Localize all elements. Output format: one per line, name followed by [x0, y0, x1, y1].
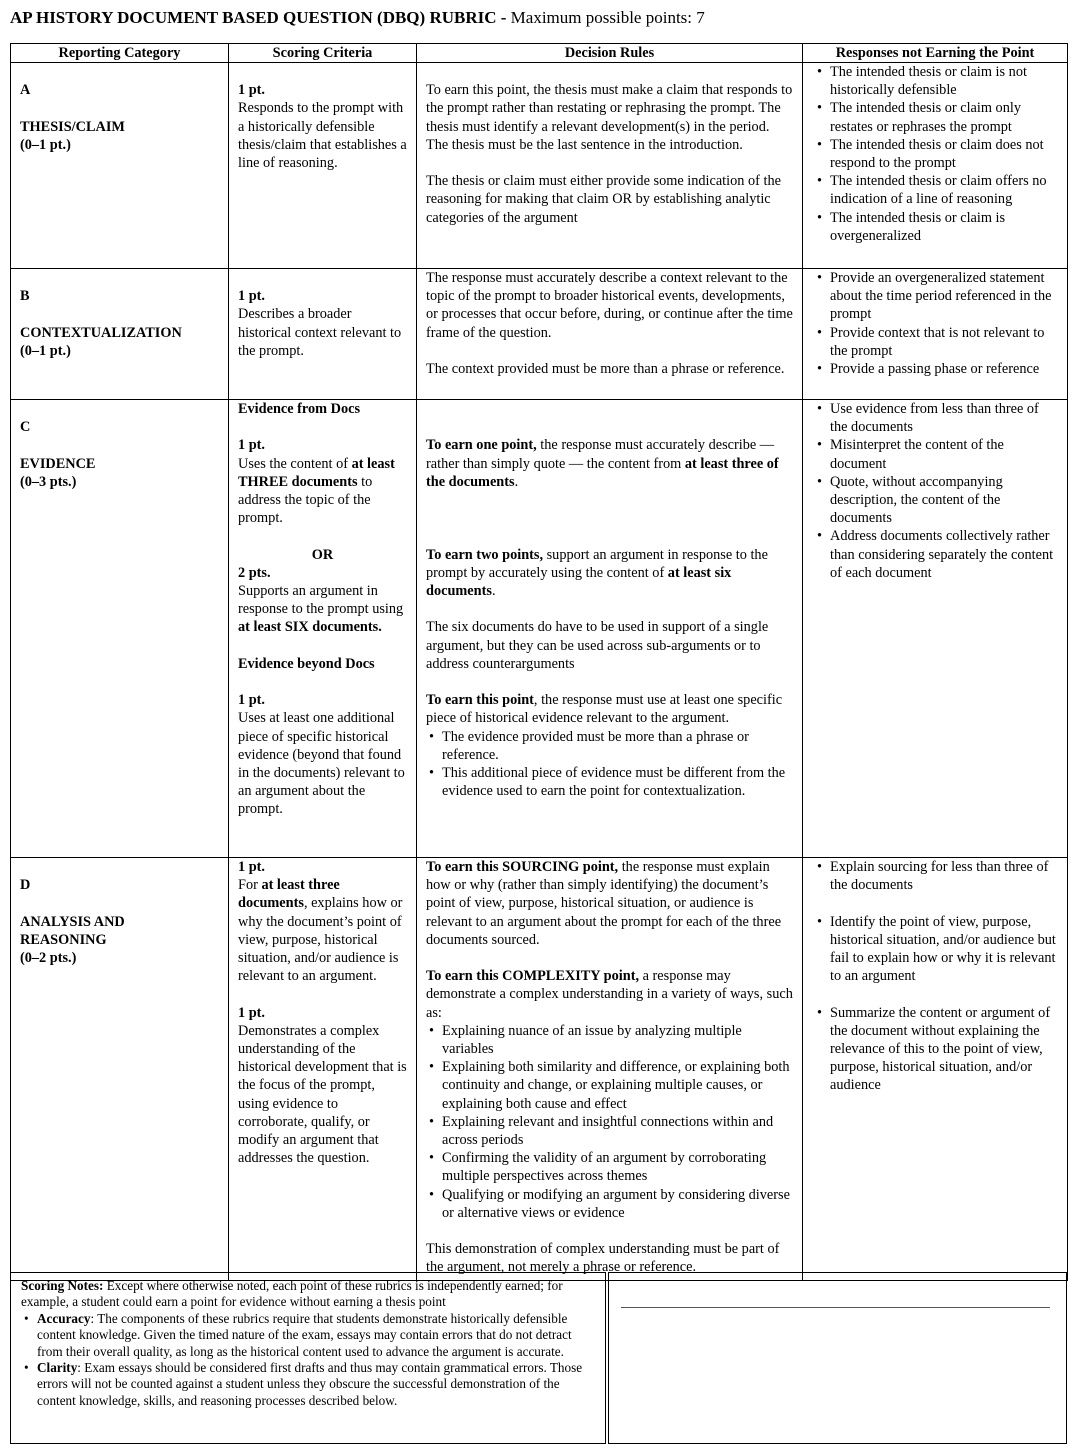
rule-text: This demonstration of complex understanding must be part of the argument, not merely a phrase or reference. — [426, 1241, 780, 1276]
evidence-docs-heading: Evidence from Docs — [238, 401, 361, 417]
category-name: EVIDENCE — [20, 455, 96, 472]
response-item: • The intended thesis or claim is overgeneralized — [830, 209, 1058, 245]
response-item: • Provide context that is not relevant to the prompt — [830, 324, 1058, 360]
rule-text: The six documents do have to be used in support of a single argument, but they can be used across sub-arguments or to address counterarguments — [426, 619, 769, 672]
response-item: • The intended thesis or claim does not respond to the prompt — [830, 136, 1058, 172]
criteria-cell-c — [229, 400, 417, 858]
header-row — [11, 44, 1068, 63]
criteria-cell-b — [229, 269, 417, 400]
category-points: (0–3 pts.) — [20, 473, 77, 490]
category-name: CONTEXTUALIZATION — [20, 324, 182, 341]
rule-bullet: • Confirming the validity of an argument by corroborating multiple perspectives across themes — [442, 1149, 793, 1185]
row-analysis — [11, 858, 1068, 1281]
rule-text: To earn this SOURCING point, the response must explain how or why (rather than simply identifying) the document’s point of view, purpose, historical situation, or audience is relevant to an argument about the prompt for each of the three documents sourced. — [426, 859, 782, 948]
criteria-points: 1 pt. — [238, 692, 266, 709]
response-item: • Summarize the content or argument of the document without explaining the relevance of this to the point of view, purpose, historical situation, and/or audience — [830, 1004, 1058, 1095]
row-evidence — [11, 400, 1068, 858]
rule-bullet: • Explaining both similarity and difference, or explaining both continuity and change, or explaining multiple causes, or explaining both cause and effect — [442, 1058, 793, 1113]
rule-text: To earn this point, the thesis must make a claim that responds to the prompt rather than restating or rephrasing the prompt. The thesis must identify a relevant development(s) in the period. The thesis must be the last sentence in the introduction. — [426, 82, 793, 153]
row-thesis — [11, 63, 1068, 269]
response-item: • The intended thesis or claim is not historically defensible — [830, 63, 1058, 99]
category-cell-c — [11, 400, 229, 858]
header-responses-not-earning: Responses not Earning the Point — [803, 44, 1068, 63]
rules-cell-d — [417, 858, 803, 1281]
responses-cell-d — [803, 858, 1068, 1281]
rule-text: To earn one point, the response must accurately describe —rather than simply quote — the content from at least three of the documents. — [426, 437, 779, 490]
rule-bullet: • Qualifying or modifying an argument by considering diverse or alternative views or evidence — [442, 1186, 793, 1222]
category-name: THESIS/CLAIM — [20, 118, 125, 135]
response-item: • Quote, without accompanying description, the content of the documents — [830, 473, 1058, 528]
criteria-points: 1 pt. — [238, 859, 266, 875]
response-item: • Misinterpret the content of the document — [830, 436, 1058, 472]
category-points: (0–2 pts.) — [20, 949, 77, 966]
rules-cell-b — [417, 269, 803, 400]
title-bold: AP HISTORY DOCUMENT BASED QUESTION (DBQ) RUBRIC - — [10, 8, 507, 27]
responses-cell-b — [803, 269, 1068, 400]
criteria-text: Demonstrates a complex understanding of the historical development that is the focus of the prompt, using evidence to corroborate, qualify, or modify an argument that addresses the question. — [238, 1022, 407, 1167]
rule-text: The thesis or claim must either provide some indication of the reasoning for making that claim OR by establishing analytic categories of the argument — [426, 173, 781, 226]
category-cell-b — [11, 269, 229, 400]
criteria-text: Supports an argument in response to the prompt using at least SIX documents. — [238, 583, 404, 636]
category-cell-a — [11, 63, 229, 269]
criteria-points: 2 pts. — [238, 564, 271, 581]
responses-cell-a — [803, 63, 1068, 269]
response-item: • Use evidence from less than three of the documents — [830, 400, 1058, 436]
header-scoring-criteria: Scoring Criteria — [229, 44, 417, 63]
rule-bullet: • Explaining nuance of an issue by analyzing multiple variables — [442, 1022, 793, 1058]
header-decision-rules: Decision Rules — [417, 44, 803, 63]
criteria-points: 1 pt. — [238, 82, 266, 99]
or-label: OR — [311, 546, 334, 563]
scoring-notes — [10, 1272, 606, 1444]
rule-bullet: • Explaining relevant and insightful connections within and across periods — [442, 1113, 793, 1149]
category-points: (0–1 pt.) — [20, 136, 71, 153]
header-reporting-category: Reporting Category — [11, 44, 229, 63]
criteria-text: Describes a broader historical context relevant to the prompt. — [238, 306, 402, 359]
row-contextualization — [11, 269, 1068, 400]
rule-bullet: • This additional piece of evidence must be different from the evidence used to earn the point for contextualization. — [442, 764, 793, 800]
rules-cell-a — [417, 63, 803, 269]
title-points: Maximum possible points: 7 — [506, 8, 705, 27]
rule-bullet: • The evidence provided must be more than a phrase or reference. — [442, 728, 793, 764]
criteria-text: Uses at least one additional piece of specific historical evidence (beyond that found in the documents) relevant to an argument about the prompt. — [238, 710, 405, 818]
category-name: ANALYSIS AND — [20, 913, 125, 930]
category-name: REASONING — [20, 931, 107, 948]
rubric-table — [10, 43, 1068, 1281]
response-item: • Explain sourcing for less than three of the documents — [830, 858, 1058, 894]
category-letter: B — [20, 288, 30, 305]
rule-text: The context provided must be more than a phrase or reference. — [426, 361, 785, 377]
rule-text: To earn this point, the response must use at least one specific piece of historical evidence relevant to the argument. — [426, 692, 783, 727]
page-title — [10, 8, 705, 28]
rule-text: To earn this COMPLEXITY point, a response may demonstrate a complex understanding in a variety of ways, such as: — [426, 968, 793, 1021]
response-item: • Identify the point of view, purpose, historical situation, and/or audience but fail to explain how or why it is relevant to an argument — [830, 913, 1058, 986]
response-item: • Address documents collectively rather than considering separately the content of each document — [830, 527, 1058, 582]
rule-text: To earn two points, support an argument in response to the prompt by accurately using the content of at least six documents. — [426, 546, 768, 599]
criteria-cell-a — [229, 63, 417, 269]
rule-text: The response must accurately describe a context relevant to the topic of the prompt to broader historical events, developments, or processes that occur before, during, or continue after the time frame of the question. — [426, 270, 793, 341]
criteria-text: Uses the content of at least THREE documents to address the topic of the prompt. — [238, 455, 395, 527]
criteria-text: For at least three documents, explains how or why the document’s point of view, purpose, historical situation, and/or audience is relevant to an argument. — [238, 877, 403, 985]
criteria-points: 1 pt. — [238, 437, 266, 454]
signature-box — [608, 1272, 1067, 1444]
criteria-text: Responds to the prompt with a historically defensible thesis/claim that establishes a line of reasoning. — [238, 100, 407, 171]
notes-intro: Scoring Notes: Except where otherwise noted, each point of these rubrics is independently earned; for example, a student could earn a point for evidence without earning a thesis point — [21, 1278, 563, 1310]
category-letter: A — [20, 82, 31, 99]
category-letter: C — [20, 419, 31, 436]
signature-line — [621, 1307, 1050, 1308]
responses-cell-c — [803, 400, 1068, 858]
response-item: • Provide an overgeneralized statement about the time period referenced in the prompt — [830, 269, 1058, 324]
rules-cell-c — [417, 400, 803, 858]
criteria-cell-d — [229, 858, 417, 1281]
response-item: • Provide a passing phase or reference — [830, 360, 1058, 378]
category-points: (0–1 pt.) — [20, 342, 71, 359]
criteria-points: 1 pt. — [238, 1004, 266, 1021]
criteria-points: 1 pt. — [238, 288, 266, 305]
response-item: • The intended thesis or claim offers no indication of a line of reasoning — [830, 172, 1058, 208]
category-cell-d — [11, 858, 229, 1281]
notes-accuracy: • Accuracy: The components of these rubrics require that students demonstrate historically defensible content knowledge. Given the timed nature of the exam, essays may contain errors that do not detract from their overall quality, as long as the historical content used to advance the argument is accurate. — [37, 1311, 595, 1360]
notes-clarity: • Clarity: Exam essays should be considered first drafts and thus may contain grammatical errors. Those errors will not be counted against a student unless they obscure the successful demonstration of the content knowledge, skills, and reasoning processes described below. — [37, 1360, 595, 1409]
category-letter: D — [20, 877, 31, 894]
evidence-beyond-heading: Evidence beyond Docs — [238, 655, 375, 672]
response-item: • The intended thesis or claim only restates or rephrases the prompt — [830, 99, 1058, 135]
